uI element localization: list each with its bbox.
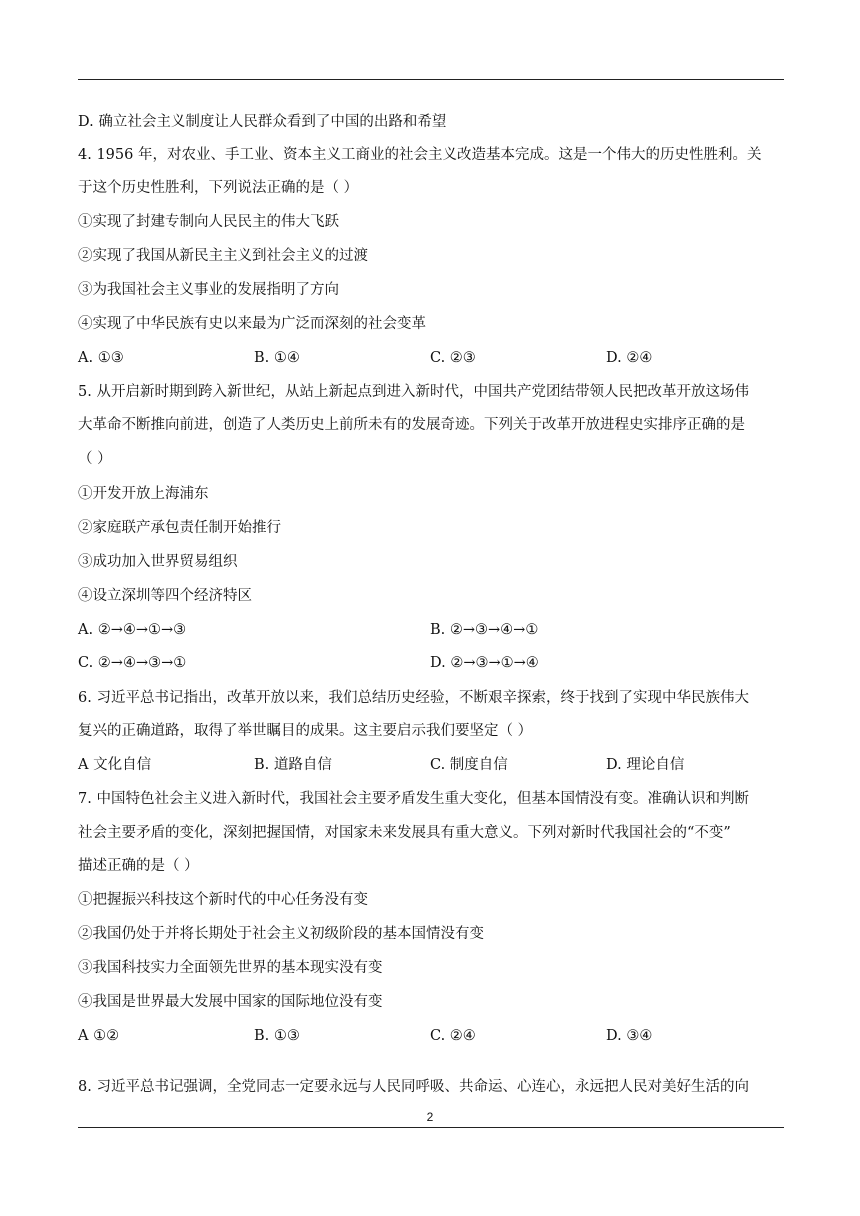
q4-option-c: C. ②③ <box>430 350 476 366</box>
q7-stem-line-1: 7. 中国特色社会主义进入新时代，我国社会主要矛盾发生重大变化，但基本国情没有变。准确认识和判断 <box>78 791 749 807</box>
q4-stem-line-2: 于这个历史性胜利，下列说法正确的是（ ） <box>78 180 359 196</box>
q7-item-1: ①把握振兴科技这个新时代的中心任务没有变 <box>78 892 368 908</box>
q7-stem-line-2: 社会主要矛盾的变化，深刻把握国情，对国家未来发展具有重大意义。下列对新时代我国社会的“不变” <box>78 825 731 841</box>
q6-option-a: A 文化自信 <box>78 757 152 773</box>
q7-option-b: B. ①③ <box>254 1028 300 1044</box>
q5-stem-line-2: 大革命不断推向前进，创造了人类历史上前所未有的发展奇迹。下列关于改革开放进程史实排序正确的是 <box>78 417 745 433</box>
q3-option-d: D. 确立社会主义制度让人民群众看到了中国的出路和希望 <box>78 114 447 130</box>
q6-stem-line-2: 复兴的正确道路，取得了举世瞩目的成果。这主要启示我们要坚定（ ） <box>78 723 533 739</box>
q5-item-1: ①开发开放上海浦东 <box>78 486 209 502</box>
q7-item-4: ④我国是世界最大发展中国家的国际地位没有变 <box>78 994 383 1010</box>
q5-item-3: ③成功加入世界贸易组织 <box>78 554 238 570</box>
q7-item-2: ②我国仍处于并将长期处于社会主义初级阶段的基本国情没有变 <box>78 926 484 942</box>
q4-option-b: B. ①④ <box>254 350 300 366</box>
q5-option-d: D. ②→③→①→④ <box>430 655 539 671</box>
q6-option-b: B. 道路自信 <box>254 757 332 773</box>
q5-option-a: A. ②→④→①→③ <box>78 622 187 638</box>
q8-stem-line-1: 8. 习近平总书记强调，全党同志一定要永远与人民同呼吸、共命运、心连心，永远把人民对美好生活的向 <box>78 1079 749 1095</box>
q6-option-c: C. 制度自信 <box>430 757 508 773</box>
q6-option-d: D. 理论自信 <box>606 757 685 773</box>
q4-stem-line-1: 4. 1956 年，对农业、手工业、资本主义工商业的社会主义改造基本完成。这是一个伟大的历史性胜利。关 <box>78 147 762 163</box>
q7-option-a: A ①② <box>78 1028 120 1044</box>
q4-option-a: A. ①③ <box>78 350 124 366</box>
q5-item-2: ②家庭联产承包责任制开始推行 <box>78 520 281 536</box>
q4-item-1: ①实现了封建专制向人民民主的伟大飞跃 <box>78 214 339 230</box>
q7-option-d: D. ③④ <box>606 1028 653 1044</box>
q4-item-2: ②实现了我国从新民主主义到社会主义的过渡 <box>78 248 368 264</box>
footer-rule <box>78 1127 784 1128</box>
q7-option-c: C. ②④ <box>430 1028 476 1044</box>
q4-item-3: ③为我国社会主义事业的发展指明了方向 <box>78 282 339 298</box>
q5-item-4: ④设立深圳等四个经济特区 <box>78 588 252 604</box>
q4-item-4: ④实现了中华民族有史以来最为广泛而深刻的社会变革 <box>78 316 426 332</box>
header-rule <box>78 79 784 80</box>
q6-stem-line-1: 6. 习近平总书记指出，改革开放以来，我们总结历史经验，不断艰辛探索，终于找到了实现中华民族伟大 <box>78 690 749 706</box>
q5-stem-line-1: 5. 从开启新时期到跨入新世纪，从站上新起点到进入新时代，中国共产党团结带领人民把改革开放这场伟 <box>78 384 749 400</box>
q7-stem-line-3: 描述正确的是（ ） <box>78 858 199 874</box>
q5-stem-line-3: （ ） <box>78 451 112 467</box>
q4-option-d: D. ②④ <box>606 350 653 366</box>
q5-option-c: C. ②→④→③→① <box>78 655 187 671</box>
q7-item-3: ③我国科技实力全面领先世界的基本现实没有变 <box>78 960 383 976</box>
page-number: 2 <box>426 1110 434 1124</box>
q5-option-b: B. ②→③→④→① <box>430 622 539 638</box>
